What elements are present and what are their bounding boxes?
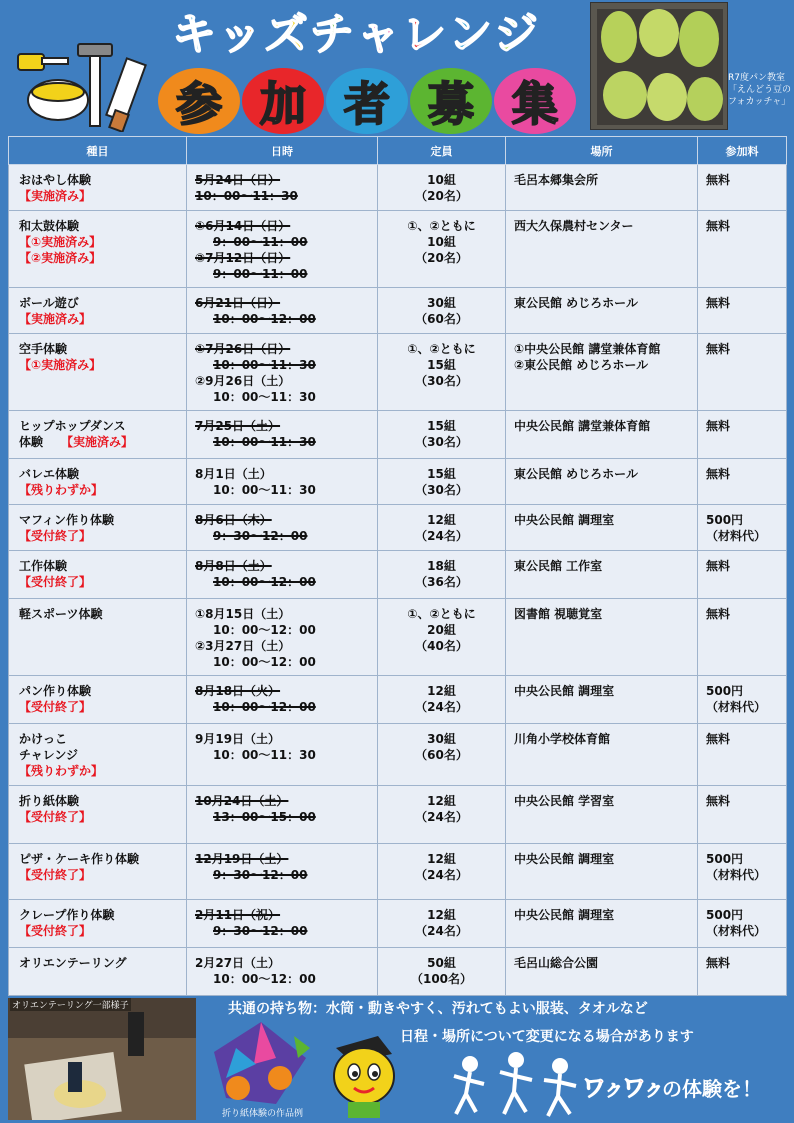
table-row bbox=[9, 505, 787, 551]
title-char: ッ bbox=[218, 9, 262, 60]
event-name: 体験 bbox=[19, 435, 44, 449]
fee-line: 500円 bbox=[706, 513, 744, 527]
event-name: かけっこ bbox=[19, 732, 68, 746]
status-badge: 【受付終了】 bbox=[19, 810, 92, 824]
status-badge: 【受付終了】 bbox=[19, 924, 92, 938]
change-notice: 日程・場所について変更になる場合があります bbox=[400, 1029, 694, 1045]
cell-event bbox=[9, 724, 187, 786]
cell-capacity bbox=[378, 165, 506, 211]
capacity-line: （24名） bbox=[415, 924, 468, 938]
subtitle-char: 集 bbox=[494, 68, 576, 134]
cell-event bbox=[9, 786, 187, 844]
event-name: クレープ作り体験 bbox=[19, 908, 115, 922]
place-line: 川角小学校体育館 bbox=[514, 732, 611, 746]
cell-capacity bbox=[378, 505, 506, 551]
capacity-line: （36名） bbox=[415, 575, 468, 589]
cell-event bbox=[9, 505, 187, 551]
table-row bbox=[9, 724, 787, 786]
running-kids-icon bbox=[440, 1050, 590, 1120]
capacity-line: 30組 bbox=[427, 296, 456, 310]
craft-tools-illustration-icon bbox=[12, 40, 152, 132]
datetime-line: 8月8日（土） bbox=[195, 559, 272, 573]
title-char: チ bbox=[310, 9, 354, 60]
place-line: 中央公民館 調理室 bbox=[514, 513, 615, 527]
capacity-line: （100名） bbox=[410, 972, 473, 986]
place-line: 東公民館 工作室 bbox=[514, 559, 603, 573]
datetime-line: ②9月26日（土） bbox=[195, 374, 291, 388]
fee-line: （材料代） bbox=[706, 868, 767, 882]
cell-datetime bbox=[187, 900, 378, 948]
place-line: 中央公民館 調理室 bbox=[514, 684, 615, 698]
cell-fee bbox=[698, 599, 787, 676]
datetime-line: ②7月12日（日） bbox=[195, 251, 291, 265]
cell-capacity bbox=[378, 948, 506, 996]
header bbox=[0, 0, 794, 136]
fee-line: 無料 bbox=[706, 173, 731, 187]
capacity-line: 12組 bbox=[427, 513, 456, 527]
datetime-line: 10：00～12：00 bbox=[213, 700, 316, 714]
status-badge: 【残りわずか】 bbox=[19, 764, 104, 778]
cell-event bbox=[9, 948, 187, 996]
wakuwaku-slogan bbox=[582, 1068, 762, 1103]
fee-line: 無料 bbox=[706, 559, 731, 573]
subtitle-char: 加 bbox=[242, 68, 324, 134]
datetime-line: ①7月26日（日） bbox=[195, 342, 291, 356]
capacity-line: （20名） bbox=[415, 189, 468, 203]
fee-line: 無料 bbox=[706, 607, 731, 621]
status-badge: 【受付終了】 bbox=[19, 575, 92, 589]
event-name: チャレンジ bbox=[19, 748, 79, 762]
orienteering-photo-caption: オリエンテーリング一部様子 bbox=[10, 998, 131, 1011]
cell-place bbox=[506, 411, 698, 459]
header-place: 場所 bbox=[506, 137, 698, 165]
cell-event bbox=[9, 599, 187, 676]
event-name: 折り紙体験 bbox=[19, 794, 80, 808]
cell-capacity bbox=[378, 288, 506, 334]
cell-fee bbox=[698, 334, 787, 411]
cell-event bbox=[9, 551, 187, 599]
title-char: レ bbox=[402, 9, 446, 60]
datetime-line: 10：00～12：00 bbox=[213, 623, 316, 637]
event-name: おはやし体験 bbox=[19, 173, 92, 187]
cell-event bbox=[9, 900, 187, 948]
datetime-line: 10：00～12：00 bbox=[213, 575, 316, 589]
datetime-line: 9月19日（土） bbox=[195, 732, 281, 746]
header-datetime: 日時 bbox=[187, 137, 378, 165]
datetime-line: 6月21日（日） bbox=[195, 296, 281, 310]
table-row bbox=[9, 599, 787, 676]
footer bbox=[0, 996, 794, 1123]
status-badge: 【受付終了】 bbox=[19, 700, 92, 714]
title-char: キ bbox=[172, 9, 216, 60]
table-row bbox=[9, 676, 787, 724]
cell-capacity bbox=[378, 551, 506, 599]
cell-fee bbox=[698, 900, 787, 948]
status-badge: 【実施済み】 bbox=[19, 312, 92, 326]
cell-datetime bbox=[187, 599, 378, 676]
cell-event bbox=[9, 844, 187, 900]
place-line: 中央公民館 調理室 bbox=[514, 908, 615, 922]
fee-line: 無料 bbox=[706, 467, 731, 481]
table-row bbox=[9, 844, 787, 900]
datetime-line: 7月25日（土） bbox=[195, 419, 281, 433]
fee-line: 無料 bbox=[706, 219, 731, 233]
place-line: 東公民館 めじろホール bbox=[514, 296, 638, 310]
place-line: ①中央公民館 講堂兼体育館 bbox=[514, 342, 661, 356]
cell-datetime bbox=[187, 505, 378, 551]
cell-datetime bbox=[187, 288, 378, 334]
capacity-line: 15組 bbox=[427, 467, 456, 481]
cell-capacity bbox=[378, 844, 506, 900]
event-name: 工作体験 bbox=[19, 559, 68, 573]
header-fee: 参加料 bbox=[698, 137, 787, 165]
table-header-row bbox=[9, 137, 787, 165]
cell-capacity bbox=[378, 411, 506, 459]
capacity-line: （40名） bbox=[415, 639, 468, 653]
datetime-line: 10：00～12：00 bbox=[213, 312, 316, 326]
datetime-line: 9：00～11：00 bbox=[213, 235, 308, 249]
event-table bbox=[8, 136, 786, 996]
place-line: ②東公民館 めじろホール bbox=[514, 358, 649, 372]
capacity-line: 10組 bbox=[427, 173, 456, 187]
event-name: マフィン作り体験 bbox=[19, 513, 115, 527]
table-row bbox=[9, 411, 787, 459]
datetime-line: 8月18日（火） bbox=[195, 684, 281, 698]
cell-place bbox=[506, 334, 698, 411]
mascot-character-icon bbox=[318, 1030, 408, 1120]
capacity-line: （30名） bbox=[415, 435, 468, 449]
header-capacity: 定員 bbox=[378, 137, 506, 165]
place-line: 中央公民館 講堂兼体育館 bbox=[514, 419, 651, 433]
cell-datetime bbox=[187, 786, 378, 844]
cell-datetime bbox=[187, 676, 378, 724]
datetime-line: 10：00～11：30 bbox=[213, 358, 316, 372]
cell-datetime bbox=[187, 844, 378, 900]
datetime-line: 2月27日（土） bbox=[195, 956, 281, 970]
datetime-line: 8月1日（土） bbox=[195, 467, 272, 481]
cell-fee bbox=[698, 459, 787, 505]
status-badge: 【残りわずか】 bbox=[19, 483, 104, 497]
status-badge: 【受付終了】 bbox=[19, 529, 92, 543]
cell-fee bbox=[698, 165, 787, 211]
place-line: 毛呂本郷集会所 bbox=[514, 173, 599, 187]
capacity-line: （24名） bbox=[415, 700, 468, 714]
orienteering-photo bbox=[8, 998, 196, 1120]
cell-datetime bbox=[187, 459, 378, 505]
datetime-line: 12月19日（土） bbox=[195, 852, 289, 866]
subtitle-char: 者 bbox=[326, 68, 408, 134]
datetime-line: 2月11日（祝） bbox=[195, 908, 281, 922]
datetime-line: 10：00～11：30 bbox=[213, 748, 316, 762]
cell-fee bbox=[698, 844, 787, 900]
cell-fee bbox=[698, 724, 787, 786]
datetime-line: 9：30～12：00 bbox=[213, 529, 308, 543]
capacity-line: 15組 bbox=[427, 419, 456, 433]
status-badge: 【実施済み】 bbox=[61, 435, 134, 449]
event-name: ヒップホップダンス bbox=[19, 419, 126, 433]
cell-datetime bbox=[187, 165, 378, 211]
slogan-ku1: ク bbox=[606, 1081, 623, 1100]
capacity-line: （24名） bbox=[415, 868, 468, 882]
capacity-line: 10組 bbox=[427, 235, 456, 249]
datetime-line: 10：00～11：30 bbox=[213, 435, 316, 449]
cell-datetime bbox=[187, 211, 378, 288]
fee-line: （材料代） bbox=[706, 529, 767, 543]
capacity-line: （60名） bbox=[415, 748, 468, 762]
cell-place bbox=[506, 165, 698, 211]
cell-place bbox=[506, 676, 698, 724]
title-char: ャ bbox=[356, 9, 400, 60]
cell-fee bbox=[698, 551, 787, 599]
place-line: 中央公民館 学習室 bbox=[514, 794, 615, 808]
title-char: ン bbox=[448, 9, 492, 60]
cell-capacity bbox=[378, 786, 506, 844]
fee-line: 500円 bbox=[706, 852, 744, 866]
status-badge: 【①実施済み】 bbox=[19, 235, 102, 249]
bread-photo-caption: R7度パン教室「えんどう豆のフォカッチャ」 bbox=[728, 73, 792, 107]
cell-capacity bbox=[378, 459, 506, 505]
title-char: ズ bbox=[264, 9, 308, 60]
capacity-line: （60名） bbox=[415, 312, 468, 326]
datetime-line: 10月24日（土） bbox=[195, 794, 289, 808]
datetime-line: 10：00～11：30 bbox=[213, 390, 316, 404]
status-badge: 【①実施済み】 bbox=[19, 358, 102, 372]
fee-line: （材料代） bbox=[706, 924, 767, 938]
fee-line: 無料 bbox=[706, 296, 731, 310]
cell-place bbox=[506, 599, 698, 676]
table-row bbox=[9, 459, 787, 505]
datetime-line: 9：30～12：00 bbox=[213, 868, 308, 882]
cell-event bbox=[9, 211, 187, 288]
datetime-line: 5月24日（日） bbox=[195, 173, 281, 187]
cell-datetime bbox=[187, 948, 378, 996]
cell-place bbox=[506, 505, 698, 551]
subtitle-char: 募 bbox=[410, 68, 492, 134]
cell-event bbox=[9, 411, 187, 459]
cell-fee bbox=[698, 211, 787, 288]
common-items-note: 共通の持ち物：水筒・動きやすく、汚れてもよい服装、タオルなど bbox=[228, 1001, 648, 1017]
table-row bbox=[9, 948, 787, 996]
cell-capacity bbox=[378, 334, 506, 411]
cell-capacity bbox=[378, 900, 506, 948]
status-badge: 【②実施済み】 bbox=[19, 251, 102, 265]
event-name: ボール遊び bbox=[19, 296, 79, 310]
place-line: 中央公民館 調理室 bbox=[514, 852, 615, 866]
capacity-line: 15組 bbox=[427, 358, 456, 372]
cell-place bbox=[506, 288, 698, 334]
cell-capacity bbox=[378, 211, 506, 288]
cell-place bbox=[506, 459, 698, 505]
subtitle-char: 参 bbox=[158, 68, 240, 134]
datetime-line: 8月6日（木） bbox=[195, 513, 272, 527]
capacity-line: ①、②ともに bbox=[407, 607, 476, 621]
cell-place bbox=[506, 551, 698, 599]
cell-capacity bbox=[378, 599, 506, 676]
table-row bbox=[9, 288, 787, 334]
capacity-line: 30組 bbox=[427, 732, 456, 746]
capacity-line: （24名） bbox=[415, 529, 468, 543]
cell-place bbox=[506, 900, 698, 948]
place-line: 図書館 視聴覚室 bbox=[514, 607, 603, 621]
datetime-line: 9：30～12：00 bbox=[213, 924, 308, 938]
fee-line: 500円 bbox=[706, 684, 744, 698]
header-event: 種目 bbox=[9, 137, 187, 165]
cell-event bbox=[9, 334, 187, 411]
capacity-line: 12組 bbox=[427, 852, 456, 866]
place-line: 東公民館 めじろホール bbox=[514, 467, 638, 481]
event-name: 軽スポーツ体験 bbox=[19, 607, 103, 621]
cell-fee bbox=[698, 948, 787, 996]
event-name: 和太鼓体験 bbox=[19, 219, 80, 233]
fee-line: 無料 bbox=[706, 419, 731, 433]
cell-datetime bbox=[187, 411, 378, 459]
cell-place bbox=[506, 786, 698, 844]
cell-capacity bbox=[378, 724, 506, 786]
title-char: ジ bbox=[494, 9, 538, 60]
capacity-line: 12組 bbox=[427, 908, 456, 922]
datetime-line: 13：00～15：00 bbox=[213, 810, 316, 824]
table-row bbox=[9, 900, 787, 948]
datetime-line: 10：00～11：30 bbox=[195, 189, 298, 203]
cell-place bbox=[506, 948, 698, 996]
capacity-line: ①、②ともに bbox=[407, 342, 476, 356]
page-title bbox=[172, 8, 592, 62]
datetime-line: 10：00～12：00 bbox=[213, 972, 316, 986]
cell-fee bbox=[698, 288, 787, 334]
cell-place bbox=[506, 211, 698, 288]
fee-line: 無料 bbox=[706, 956, 731, 970]
datetime-line: ①6月14日（日） bbox=[195, 219, 291, 233]
status-badge: 【受付終了】 bbox=[19, 868, 92, 882]
datetime-line: 10：00～12：00 bbox=[213, 655, 316, 669]
capacity-line: 12組 bbox=[427, 794, 456, 808]
fee-line: 無料 bbox=[706, 342, 731, 356]
capacity-line: 12組 bbox=[427, 684, 456, 698]
origami-works-icon bbox=[206, 1018, 316, 1108]
cell-datetime bbox=[187, 551, 378, 599]
capacity-line: ①、②ともに bbox=[407, 219, 476, 233]
slogan-rest: の体験を！ bbox=[662, 1077, 763, 1101]
table-row bbox=[9, 334, 787, 411]
table-row bbox=[9, 551, 787, 599]
slogan-wa2: ワ bbox=[622, 1074, 647, 1102]
cell-fee bbox=[698, 676, 787, 724]
cell-event bbox=[9, 288, 187, 334]
capacity-line: （30名） bbox=[415, 483, 468, 497]
cell-event bbox=[9, 459, 187, 505]
slogan-wa1: ワ bbox=[582, 1074, 606, 1102]
capacity-line: 20組 bbox=[427, 623, 456, 637]
place-line: 毛呂山総合公園 bbox=[514, 956, 599, 970]
fee-line: 無料 bbox=[706, 732, 731, 746]
cell-place bbox=[506, 724, 698, 786]
event-name: パン作り体験 bbox=[19, 684, 92, 698]
cell-datetime bbox=[187, 334, 378, 411]
table-row bbox=[9, 211, 787, 288]
fee-line: （材料代） bbox=[706, 700, 767, 714]
fee-line: 500円 bbox=[706, 908, 744, 922]
status-badge: 【実施済み】 bbox=[19, 189, 92, 203]
cell-event bbox=[9, 676, 187, 724]
place-line: 西大久保農村センター bbox=[514, 219, 634, 233]
cell-event bbox=[9, 165, 187, 211]
bread-photo bbox=[590, 2, 728, 130]
capacity-line: 18組 bbox=[427, 559, 456, 573]
capacity-line: （30名） bbox=[415, 374, 468, 388]
slogan-ku2: ク bbox=[646, 1081, 663, 1100]
cell-place bbox=[506, 844, 698, 900]
table-row bbox=[9, 165, 787, 211]
event-name: 空手体験 bbox=[19, 342, 68, 356]
page-subtitle bbox=[158, 68, 578, 136]
origami-caption: 折り紙体験の作品例 bbox=[222, 1109, 304, 1119]
capacity-line: （20名） bbox=[415, 251, 468, 265]
cell-capacity bbox=[378, 676, 506, 724]
datetime-line: ②3月27日（土） bbox=[195, 639, 291, 653]
capacity-line: （24名） bbox=[415, 810, 468, 824]
datetime-line: 10：00～11：30 bbox=[213, 483, 316, 497]
event-name: オリエンテーリング bbox=[19, 956, 127, 970]
fee-line: 無料 bbox=[706, 794, 731, 808]
table-row bbox=[9, 786, 787, 844]
cell-fee bbox=[698, 505, 787, 551]
datetime-line: ①8月15日（土） bbox=[195, 607, 291, 621]
cell-datetime bbox=[187, 724, 378, 786]
event-name: ピザ・ケーキ作り体験 bbox=[19, 852, 140, 866]
capacity-line: 50組 bbox=[427, 956, 456, 970]
cell-fee bbox=[698, 786, 787, 844]
datetime-line: 9：00～11：00 bbox=[213, 267, 308, 281]
cell-fee bbox=[698, 411, 787, 459]
event-name: バレエ体験 bbox=[19, 467, 80, 481]
